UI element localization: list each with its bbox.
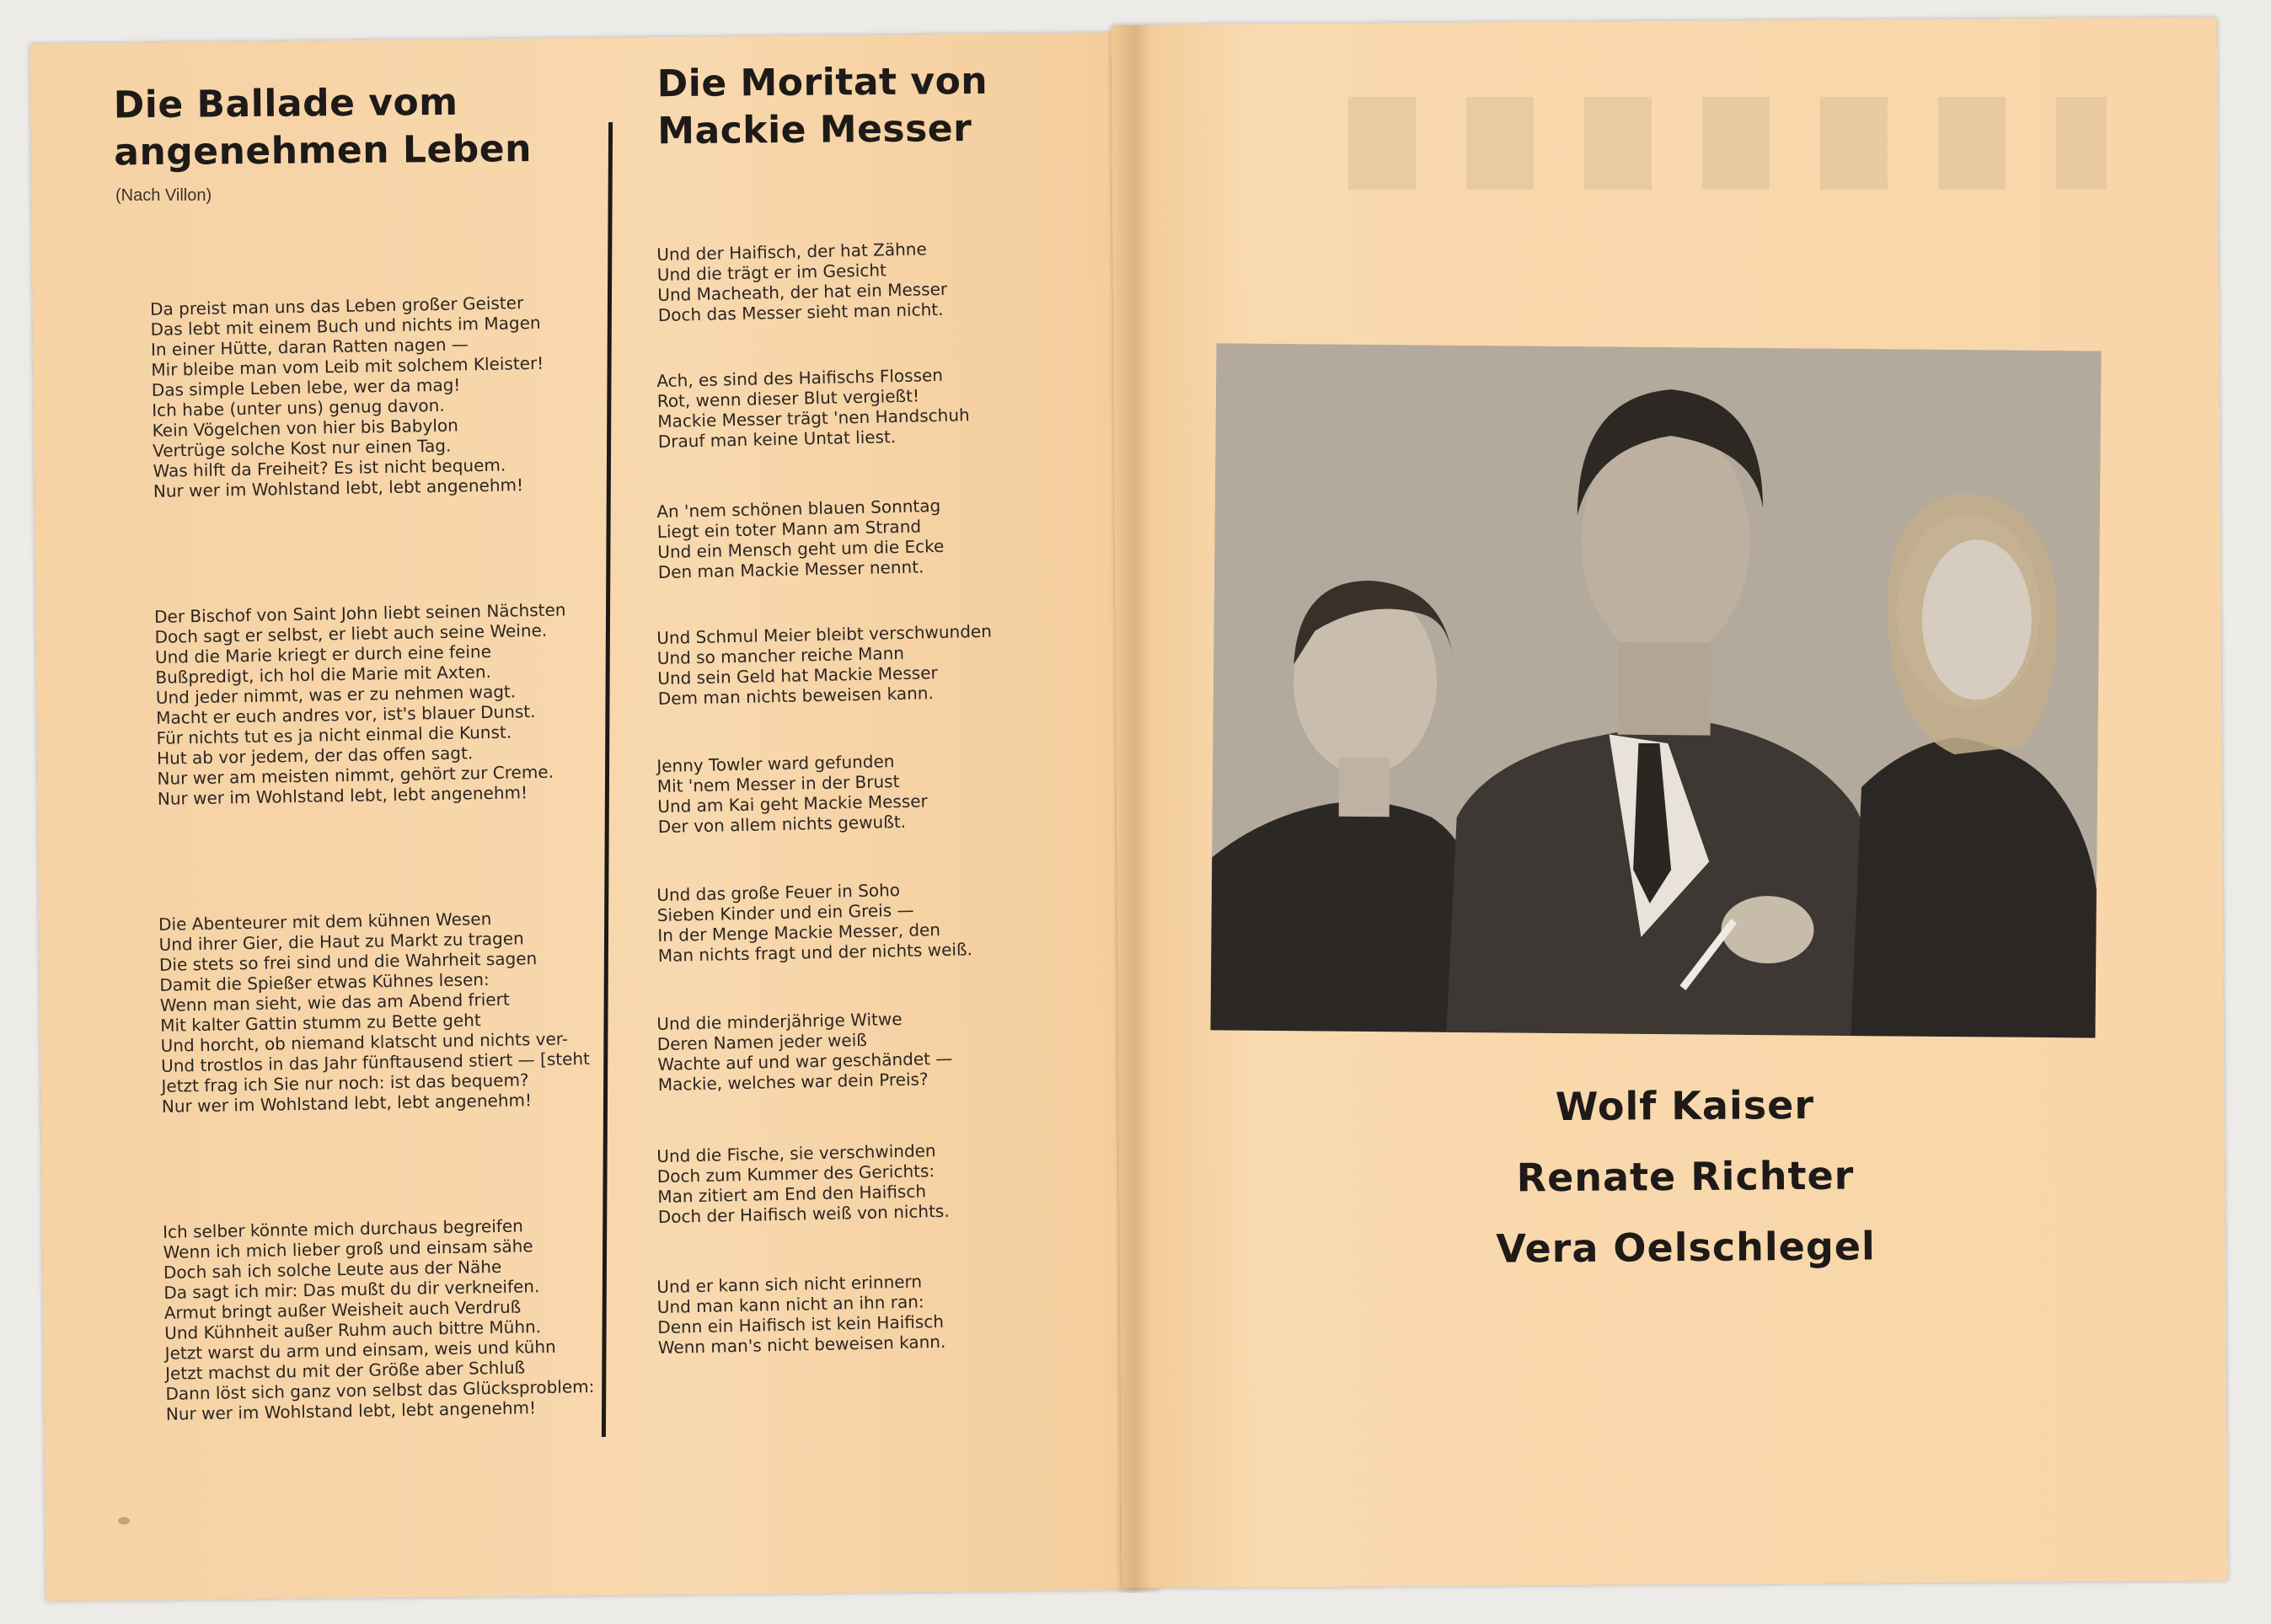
moritat-stanza: Jenny Towler ward gefunden Mit 'nem Messer in der Brust Und am Kai geht Mackie Messer Der von allem nichts gewußt. <box>656 751 929 838</box>
ballad-title-line2: angenehmen Leben <box>114 127 533 174</box>
moritat-title-line2: Mackie Messer <box>657 106 972 153</box>
ballad-title <box>114 78 586 177</box>
moritat-stanza: Und die minderjährige Witwe Deren Namen jeder weiß Wachte auf und war geschändet — Mackie, welches war dein Preis? <box>656 1008 953 1096</box>
show-through-text <box>1348 97 2107 190</box>
spine-fold <box>1114 25 1151 1593</box>
moritat-stanza: Und der Haifisch, der hat Zähne Und die trägt er im Gesicht Und Macheath, der hat ein Messer Doch das Messer sieht man nicht. <box>656 239 948 326</box>
moritat-stanza: An 'nem schönen blauen Sonntag Liegt ein toter Mann am Strand Und ein Mensch geht um die Ecke Den man Mackie Messer nennt. <box>656 495 945 583</box>
cast-photo <box>1210 343 2101 1037</box>
moritat-stanza: Ach, es sind des Haifischs Flossen Rot, wenn dieser Blut vergießt! Mackie Messer trägt 'nen Handschuh Drauf man keine Untat liest. <box>656 364 970 453</box>
moritat-stanza: Und er kann sich nicht erinnern Und man kann nicht an ihn ran: Denn ein Haifisch ist kein Haifisch Wenn man's nicht beweisen kann. <box>656 1271 946 1359</box>
moritat-stanza: Und die Fische, sie verschwinden Doch zum Kummer des Gerichts: Man zitiert am End den Haifisch Doch der Haifisch weiß von nichts. <box>656 1140 950 1228</box>
paper-mark <box>118 1517 130 1525</box>
cast-name: Renate Richter <box>1516 1152 1855 1201</box>
moritat-column <box>619 59 1091 1359</box>
moritat-stanza: Und Schmul Meier bleibt verschwunden Und so mancher reiche Mann Und sein Geld hat Mackie Messer Dem man nichts beweisen kann. <box>656 620 993 710</box>
moritat-title-line1: Die Moritat von <box>656 59 988 106</box>
cast-name: Wolf Kaiser <box>1555 1081 1815 1130</box>
moritat-title <box>657 57 1092 155</box>
ballad-column <box>113 80 595 1424</box>
moritat-stanza: Und das große Feuer in Soho Sieben Kinder und ein Greis — In der Menge Mackie Messer, den Man nichts fragt und der nichts weiß. <box>656 879 973 967</box>
cast-list <box>1432 1069 1939 1284</box>
ballad-title-line1: Die Ballade vom <box>113 80 458 127</box>
ballad-stanza: Der Bischof von Saint John liebt seinen Nächsten Doch sagt er selbst, er liebt auch seine Weine. Und die Marie kriegt er durch eine feine Bußpredigt, ich hol die Marie mit Axten. Und jeder nimmt, was er zu nehmen wagt. Macht er euch andres vor, ist's blauer Dunst. Für nichts tut es ja nicht einmal die Kunst. Hut ab vor jedem, der das offen sagt. Nur wer am meisten nimmt, gehört zur Creme. Nur wer im Wohlstand lebt, lebt angenehm! <box>153 599 566 809</box>
ballad-stanza: Da preist man uns das Leben großer Geister Das lebt mit einem Buch und nichts im Magen In einer Hütte, daran Ratten nagen — Mir bleibe man vom Leib mit solchem Kleister! Das simple Leben lebe, wer da mag! Ich habe (unter uns) genug davon. Kein Vögelchen von hier bis Babylon Vertrüge solche Kost nur einen Tag. Was hilft da Freiheit? Es ist nicht bequem. Nur wer im Wohlstand lebt, lebt angenehm! <box>149 292 544 501</box>
ballad-subtitle: (Nach Villon) <box>115 186 212 205</box>
ballad-stanza: Ich selber könnte mich durchaus begreifen Wenn ich mich lieber groß und einsam sähe Doch sah ich solche Leute aus der Nähe Da sagt ich mir: Das mußt du dir verkneifen. Armut bringt außer Weisheit auch Verdruß Und Kühnheit außer Ruhm auch bittre Mühn. Jetzt warst du arm und einsam, weis und kühn Jetzt machst du mit der Größe aber Schluß Dann löst sich ganz von selbst das Glücksproblem: Nur wer im Wohlstand lebt, lebt angenehm! <box>162 1215 595 1424</box>
cast-name: Vera Oelschlegel <box>1496 1223 1876 1272</box>
ballad-stanza: Die Abenteurer mit dem kühnen Wesen Und ihrer Gier, die Haut zu Markt zu tragen Die stets so frei sind und die Wahrheit sagen Damit die Spießer etwas Kühnes lesen: Wenn man sieht, wie das am Abend friert Mit kalter Gattin stumm zu Bette geht Und horcht, ob niemand klatscht und nichts ver- Und trostlos in das Jahr fünftausend stiert — [steht Jetzt frag ich Sie nur noch: ist das bequem? Nur wer im Wohlstand lebt, lebt angenehm! <box>158 908 591 1117</box>
